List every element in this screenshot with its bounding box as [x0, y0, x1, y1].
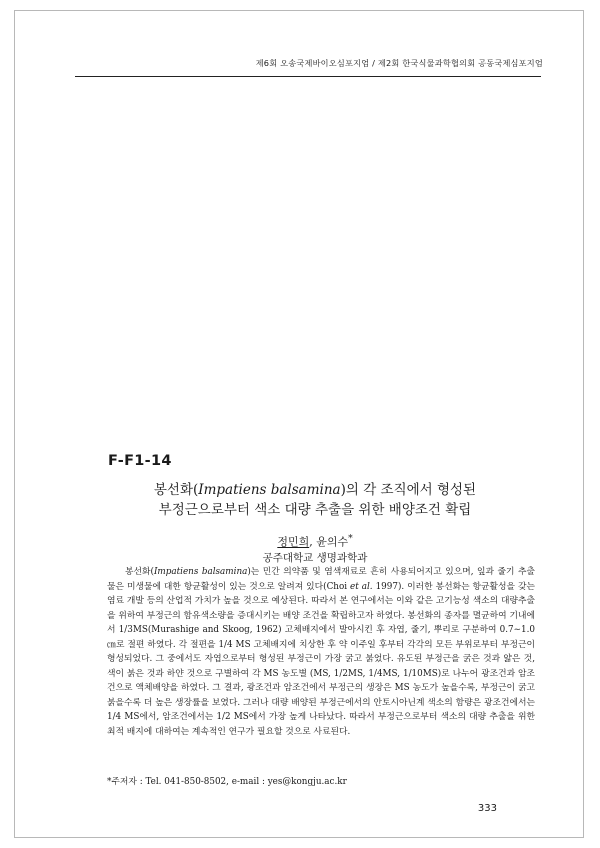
author-separator: , — [309, 535, 317, 549]
paper-title-line1 — [95, 481, 535, 500]
contact-info: *주저자 : Tel. 041-850-8502, e-mail : yes@kongju.ac.kr — [107, 777, 347, 787]
abstract-text: 봉선화( — [125, 567, 154, 577]
page-number: 333 — [477, 803, 497, 814]
author-2: 윤의수 — [316, 535, 349, 549]
corresponding-author-mark: * — [348, 533, 353, 544]
title-species-name: Impatiens balsamina — [198, 482, 341, 498]
abstract-text: )는 민간 의약품 및 염색재료로 흔히 사용되어지고 있으며, 잎과 줄기 추출물은 미생물에 대한 항균활성이 있는 것으로 알려져 있다(Choi — [107, 567, 535, 592]
author-1: 정민희 — [277, 535, 310, 549]
title-text-post: )의 각 조직에서 형성된 — [340, 482, 477, 498]
paper-code: F-F1-14 — [108, 453, 172, 469]
abstract-text: 1997). 이러한 봉선화는 항균활성을 갖는 염료 개발 등의 산업적 가치가 높을 것으로 예상된다. 따라서 본 연구에서는 이와 같은 고기능성 색소의 대량추출을 위하여 부정근의 함유색소량을 증대시키는 배양 조건을 확립하고자 하였다. 봉선화의 종자를 멸균하여 기내에서 1/3MS(Murashige and Skoog, 1962) 고체배지에서 발아시킨 후 자엽, 줄기, 뿌리로 구분하여 0.7∼1.0㎝로 절편 하였다. 각 절편을 1/4 MS 고체배지에 치상한 후 약 이주일 후부터 각각의 모든 부위로부터 부정근이 형성되었다. 그 중에서도 자엽으로부터 형성된 부정근이 가장 굵고 붉었다. 유도된 부정근을 굵은 것과 얇은 것, 색이 붉은 것과 하얀 것으로 구별하여 각 MS 농도별 (MS, 1/2MS, 1/4MS, 1/10MS)로 나누어 광조건과 암조건으로 액체배양을 하였다. 그 결과, 광조건과 암조건에서 부정근의 생장은 MS 농도가 높을수록, 부정근이 굵고 붉을수록 더 높은 생장률을 보였다. 그러나 대량 배양된 부정근에서의 안토시아닌계 색소의 함량은 광조건에서는 1/4 MS에서, 암조건에서는 1/2 MS에서 가장 높게 나타났다. 따라서 부정근으로부터 색소의 대량 추출을 위한 최적 배지에 대하여는 계속적인 연구가 필요할 것으로 사료된다. — [107, 581, 535, 737]
running-header: 제6회 오송국제바이오심포지엄 / 제2회 한국식물과학협의회 공동국제심포지엄 — [255, 58, 543, 68]
abstract-species-name: Impatiens balsamina — [153, 567, 248, 577]
header-rule — [75, 76, 541, 77]
abstract — [107, 565, 535, 739]
abstract-et-al: et al. — [350, 581, 373, 592]
authors — [95, 533, 535, 550]
title-text-pre: 봉선화( — [153, 482, 199, 498]
affiliation: 공주대학교 생명과학과 — [262, 552, 368, 564]
paper-title-line2: 부정근으로부터 색소 대량 추출을 위한 배양조건 확립 — [158, 502, 472, 518]
page — [14, 10, 584, 838]
